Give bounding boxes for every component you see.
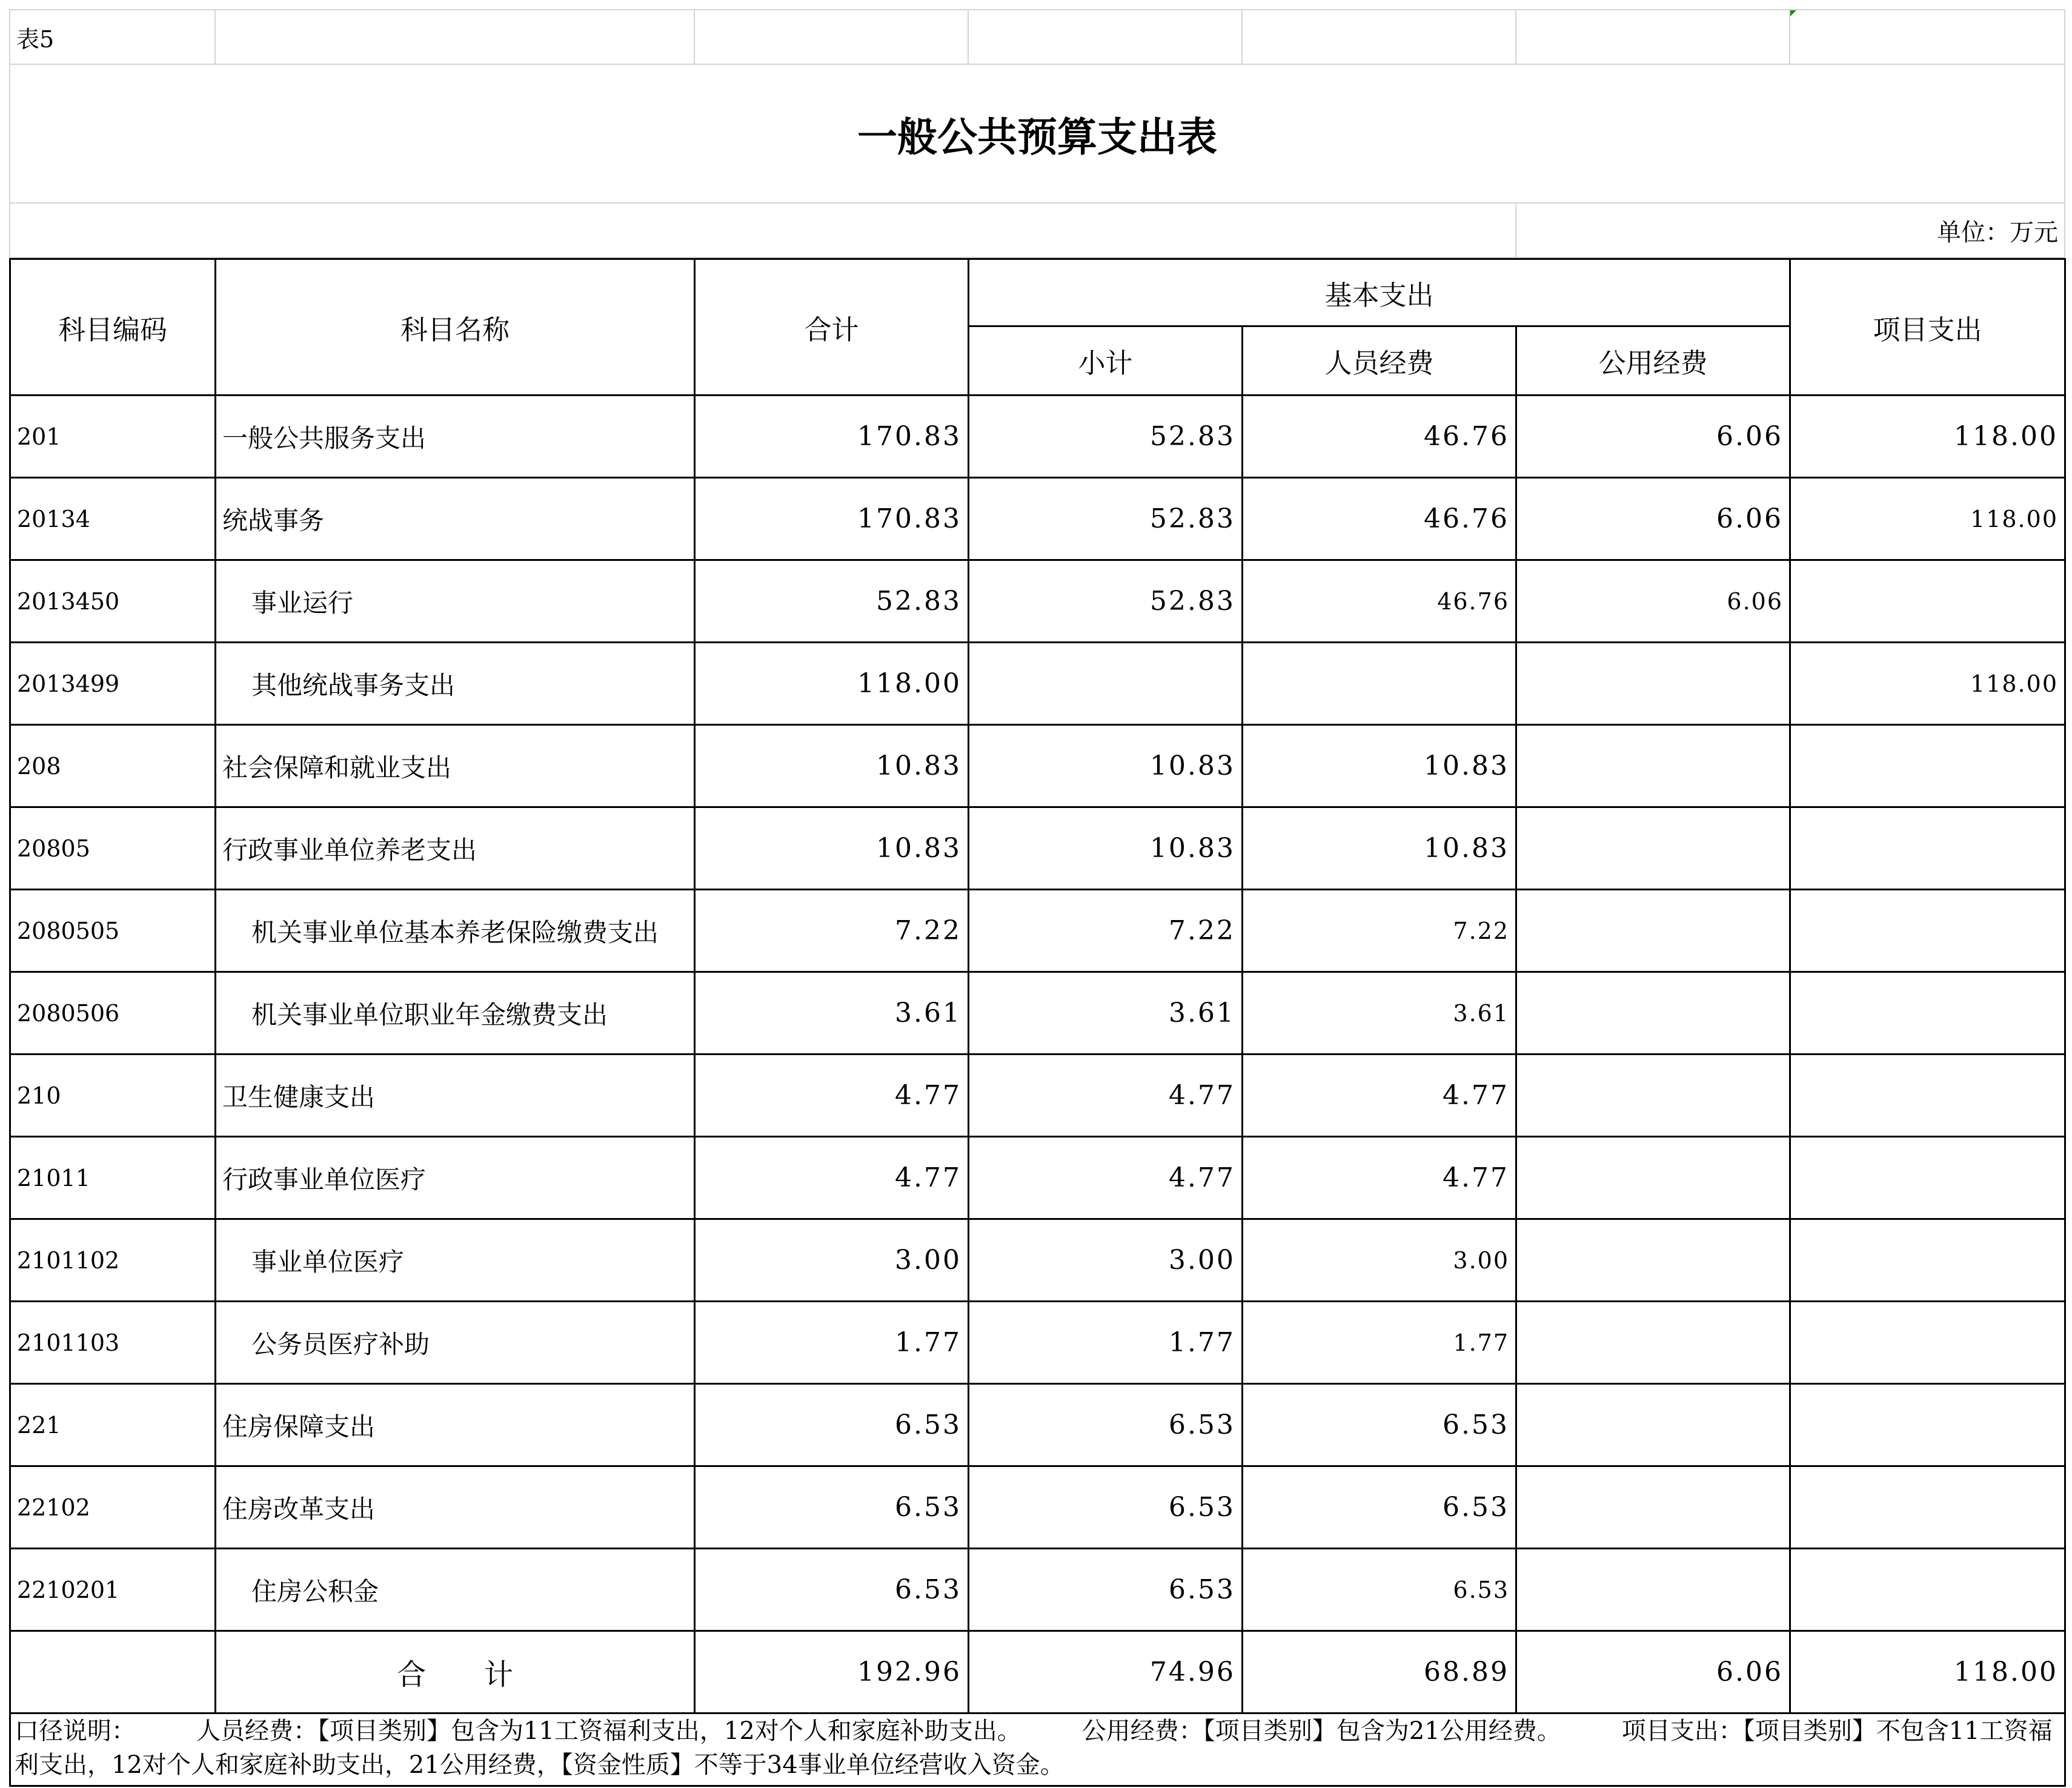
row-project[interactable] (1790, 1549, 2065, 1631)
header-row-1 (10, 259, 2065, 326)
header-name[interactable]: 科目名称 (216, 259, 695, 396)
row-name[interactable]: 其他统战事务支出 (216, 643, 695, 725)
total-public[interactable]: 6.06 (1516, 1631, 1790, 1714)
row-code[interactable]: 21011 (10, 1137, 216, 1219)
row-code[interactable]: 20134 (10, 478, 216, 560)
total-code-cell[interactable] (10, 1631, 216, 1714)
row-personnel[interactable]: 3.61 (1243, 972, 1516, 1055)
row-public[interactable] (1516, 1219, 1790, 1302)
row-name[interactable]: 事业单位医疗 (216, 1219, 695, 1302)
row-project[interactable] (1790, 972, 2065, 1055)
row-total[interactable]: 1.77 (695, 1302, 969, 1384)
row-project[interactable]: 118.00 (1790, 478, 2065, 560)
row-project[interactable] (1790, 807, 2065, 890)
row-personnel[interactable] (1243, 643, 1516, 725)
row-total[interactable]: 10.83 (695, 807, 969, 890)
row-subtotal[interactable]: 6.53 (969, 1466, 1243, 1549)
header-code[interactable]: 科目编码 (10, 259, 216, 396)
row-subtotal[interactable]: 52.83 (969, 478, 1243, 560)
empty-cell[interactable] (1790, 10, 2065, 64)
row-code[interactable]: 2101103 (10, 1302, 216, 1384)
row-personnel[interactable]: 10.83 (1243, 725, 1516, 807)
row-total[interactable]: 4.77 (695, 1055, 969, 1137)
row-public[interactable] (1516, 890, 1790, 972)
row-subtotal[interactable]: 4.77 (969, 1055, 1243, 1137)
row-project[interactable] (1790, 1137, 2065, 1219)
row-code[interactable]: 221 (10, 1384, 216, 1466)
row-public[interactable] (1516, 1302, 1790, 1384)
row-code[interactable]: 210 (10, 1055, 216, 1137)
data-table (9, 258, 2066, 1787)
row-code[interactable]: 2013450 (10, 560, 216, 643)
row-name[interactable]: 行政事业单位养老支出 (216, 807, 695, 890)
row-subtotal[interactable]: 7.22 (969, 890, 1243, 972)
expenditure-table (9, 9, 2065, 258)
row-code[interactable]: 20805 (10, 807, 216, 890)
total-project[interactable]: 118.00 (1790, 1631, 2065, 1714)
row-personnel[interactable]: 4.77 (1243, 1137, 1516, 1219)
row-total[interactable]: 7.22 (695, 890, 969, 972)
row-public[interactable] (1516, 1137, 1790, 1219)
row-total[interactable]: 170.83 (695, 478, 969, 560)
header-project[interactable]: 项目支出 (1790, 259, 2065, 396)
row-personnel[interactable]: 46.76 (1243, 560, 1516, 643)
row-project[interactable] (1790, 1384, 2065, 1466)
row-project[interactable] (1790, 1302, 2065, 1384)
row-total[interactable]: 6.53 (695, 1549, 969, 1631)
row-code[interactable]: 2013499 (10, 643, 216, 725)
empty-cell[interactable] (968, 10, 1242, 64)
row-subtotal[interactable]: 10.83 (969, 725, 1243, 807)
total-total[interactable]: 192.96 (695, 1631, 969, 1714)
row-project[interactable] (1790, 725, 2065, 807)
empty-cell[interactable] (1516, 10, 1790, 64)
row-personnel[interactable]: 46.76 (1243, 396, 1516, 478)
row-public[interactable] (1516, 643, 1790, 725)
table-row (10, 560, 2065, 643)
row-subtotal[interactable]: 52.83 (969, 560, 1243, 643)
table-row (10, 478, 2065, 560)
header-basic[interactable]: 基本支出 (969, 259, 1790, 326)
row-total[interactable]: 118.00 (695, 643, 969, 725)
footnote[interactable]: 口径说明： 人员经费：【项目类别】包含为11工资福利支出，12对个人和家庭补助支出。 公用经费：【项目类别】包含为21公用经费。 项目支出：【项目类别】不包含11工资福利支出，12对个人和家庭补助支出，21公用经费，【资金性质】不等于34事业单位经营收入资金。 (10, 1714, 2065, 1786)
row-name[interactable]: 统战事务 (216, 478, 695, 560)
row-total[interactable]: 3.61 (695, 972, 969, 1055)
row-personnel[interactable]: 6.53 (1243, 1549, 1516, 1631)
row-total[interactable]: 10.83 (695, 725, 969, 807)
row-public[interactable] (1516, 1384, 1790, 1466)
row-subtotal[interactable]: 6.53 (969, 1384, 1243, 1466)
row-public[interactable] (1516, 1466, 1790, 1549)
row-total[interactable]: 4.77 (695, 1137, 969, 1219)
row-code[interactable]: 2080505 (10, 890, 216, 972)
row-name[interactable]: 社会保障和就业支出 (216, 725, 695, 807)
table-row (10, 643, 2065, 725)
row-project[interactable] (1790, 560, 2065, 643)
total-personnel[interactable]: 68.89 (1243, 1631, 1516, 1714)
row-project[interactable] (1790, 890, 2065, 972)
row-public[interactable]: 6.06 (1516, 478, 1790, 560)
note-row (10, 1714, 2065, 1786)
row-subtotal[interactable]: 52.83 (969, 396, 1243, 478)
row-public[interactable]: 6.06 (1516, 560, 1790, 643)
row-name[interactable]: 公务员医疗补助 (216, 1302, 695, 1384)
empty-cell[interactable] (694, 10, 968, 64)
row-personnel[interactable]: 7.22 (1243, 890, 1516, 972)
row-personnel[interactable]: 4.77 (1243, 1055, 1516, 1137)
row-subtotal[interactable]: 6.53 (969, 1549, 1243, 1631)
unit-row (10, 203, 2065, 257)
row-subtotal[interactable]: 1.77 (969, 1302, 1243, 1384)
row-name[interactable]: 机关事业单位职业年金缴费支出 (216, 972, 695, 1055)
row-name[interactable]: 住房保障支出 (216, 1384, 695, 1466)
row-project[interactable] (1790, 1219, 2065, 1302)
table-row (10, 890, 2065, 972)
row-code[interactable]: 2101102 (10, 1219, 216, 1302)
header-personnel[interactable]: 人员经费 (1243, 326, 1516, 396)
row-subtotal[interactable]: 3.61 (969, 972, 1243, 1055)
data-rows (10, 396, 2065, 1631)
page-title[interactable]: 一般公共预算支出表 (10, 64, 2065, 203)
table-row (10, 807, 2065, 890)
row-total[interactable]: 170.83 (695, 396, 969, 478)
header-total[interactable]: 合计 (695, 259, 969, 396)
row-name[interactable]: 住房公积金 (216, 1549, 695, 1631)
row-code[interactable]: 2080506 (10, 972, 216, 1055)
row-total[interactable]: 52.83 (695, 560, 969, 643)
table-row (10, 1466, 2065, 1549)
table-row (10, 1384, 2065, 1466)
row-project[interactable]: 118.00 (1790, 643, 2065, 725)
table-row (10, 1055, 2065, 1137)
row-public[interactable] (1516, 807, 1790, 890)
row-name[interactable]: 住房改革支出 (216, 1466, 695, 1549)
row-total[interactable]: 6.53 (695, 1384, 969, 1466)
empty-cell[interactable] (215, 10, 694, 64)
row-project[interactable] (1790, 1466, 2065, 1549)
table-row (10, 1137, 2065, 1219)
row-name[interactable]: 机关事业单位基本养老保险缴费支出 (216, 890, 695, 972)
row-code[interactable]: 201 (10, 396, 216, 478)
row-total[interactable]: 6.53 (695, 1466, 969, 1549)
row-subtotal[interactable] (969, 643, 1243, 725)
total-row (10, 1631, 2065, 1714)
row-subtotal[interactable]: 3.00 (969, 1219, 1243, 1302)
row-public[interactable] (1516, 1549, 1790, 1631)
total-label[interactable]: 合 计 (216, 1631, 695, 1714)
table-row (10, 1549, 2065, 1631)
row-subtotal[interactable]: 10.83 (969, 807, 1243, 890)
row-personnel[interactable]: 6.53 (1243, 1384, 1516, 1466)
row-personnel[interactable]: 46.76 (1243, 478, 1516, 560)
header-public[interactable]: 公用经费 (1516, 326, 1790, 396)
row-subtotal[interactable]: 4.77 (969, 1137, 1243, 1219)
row-personnel[interactable]: 1.77 (1243, 1302, 1516, 1384)
table-row (10, 1219, 2065, 1302)
table-row (10, 725, 2065, 807)
title-row (10, 64, 2065, 203)
row-public[interactable] (1516, 972, 1790, 1055)
row-project[interactable] (1790, 1055, 2065, 1137)
row-name[interactable]: 行政事业单位医疗 (216, 1137, 695, 1219)
empty-cell[interactable] (10, 203, 1516, 257)
total-subtotal[interactable]: 74.96 (969, 1631, 1243, 1714)
row-total[interactable]: 3.00 (695, 1219, 969, 1302)
row-public[interactable] (1516, 1055, 1790, 1137)
cell-flag-icon (1790, 10, 1796, 16)
sheet-label[interactable]: 表5 (10, 10, 215, 64)
unit-label[interactable]: 单位：万元 (1516, 203, 2065, 257)
row-name[interactable]: 事业运行 (216, 560, 695, 643)
row-personnel[interactable]: 10.83 (1243, 807, 1516, 890)
sheet-label-row (10, 10, 2065, 64)
row-public[interactable] (1516, 725, 1790, 807)
table-row (10, 1302, 2065, 1384)
table-row (10, 972, 2065, 1055)
row-code[interactable]: 22102 (10, 1466, 216, 1549)
row-code[interactable]: 2210201 (10, 1549, 216, 1631)
row-project[interactable]: 118.00 (1790, 396, 2065, 478)
empty-cell[interactable] (1242, 10, 1516, 64)
row-personnel[interactable]: 6.53 (1243, 1466, 1516, 1549)
row-name[interactable]: 一般公共服务支出 (216, 396, 695, 478)
budget-sheet (9, 9, 2064, 1787)
header-subtotal[interactable]: 小计 (969, 326, 1243, 396)
row-name[interactable]: 卫生健康支出 (216, 1055, 695, 1137)
row-code[interactable]: 208 (10, 725, 216, 807)
table-row (10, 396, 2065, 478)
row-public[interactable]: 6.06 (1516, 396, 1790, 478)
row-personnel[interactable]: 3.00 (1243, 1219, 1516, 1302)
